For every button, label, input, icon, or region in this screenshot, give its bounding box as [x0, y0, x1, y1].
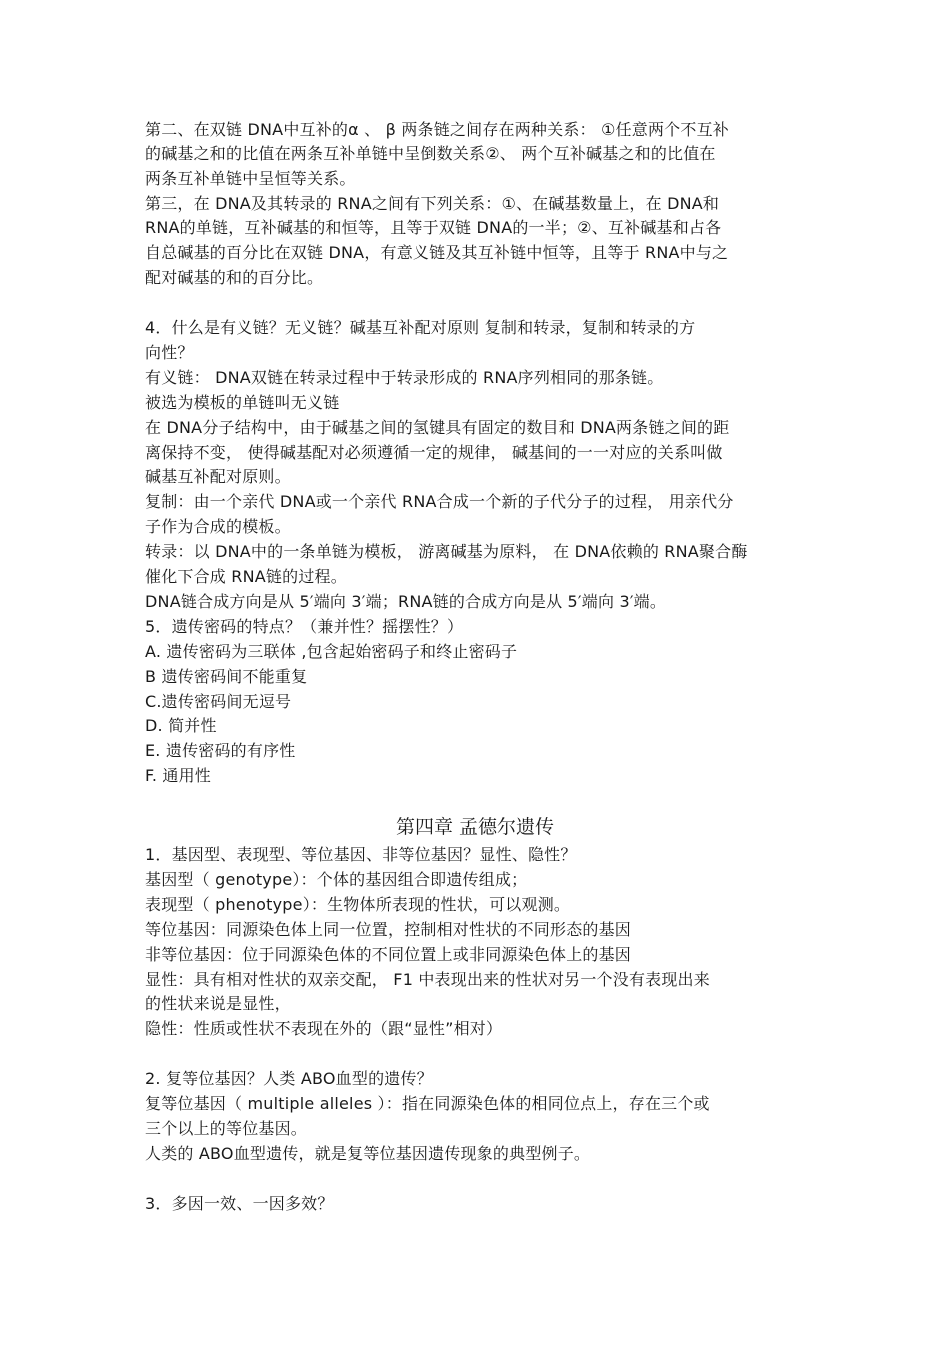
ch4-q1-line-5: 非等位基因：位于同源染色体的不同位置上或非同源染色体上的基因 — [145, 945, 632, 964]
ch4-q3-line: 3．多因一效、一因多效？ — [145, 1194, 334, 1213]
q5-item-b: B 遗传密码间不能重复 — [145, 667, 308, 686]
paragraph-2-line-2: 的碱基之和的比值在两条互补单链中呈倒数关系②、 两个互补碱基之和的比值在 — [145, 144, 716, 163]
q5-item-f: F. 通用性 — [145, 766, 212, 785]
paragraph-3-line-1: 第三，在 DNA及其转录的 RNA之间有下列关系：①、在碱基数量上，在 DNA和 — [145, 194, 720, 213]
q4-answer-line-6: 复制：由一个亲代 DNA或一个亲代 RNA合成一个新的子代分子的过程， 用亲代分 — [145, 492, 734, 511]
paragraph-3-line-2: RNA的单链，互补碱基的和恒等，且等于双链 DNA的一半；②、互补碱基和占各 — [145, 218, 722, 237]
ch4-q1-line-6: 显性：具有相对性状的双亲交配， F1 中表现出来的性状对另一个没有表现出来 — [145, 970, 710, 989]
ch4-q1-line-8: 隐性：性质或性状不表现在外的（跟“显性”相对） — [145, 1019, 503, 1038]
q5-item-d: D. 简并性 — [145, 716, 217, 735]
q5-item-a: A. 遗传密码为三联体 ,包含起始密码子和终止密码子 — [145, 642, 518, 661]
ch4-q1-line-3: 表现型（ phenotype）：生物体所表现的性状，可以观测。 — [145, 895, 571, 914]
ch4-q2-line-4: 人类的 ABO血型遗传，就是复等位基因遗传现象的典型例子。 — [145, 1144, 591, 1163]
q4-question-line-1: 4．什么是有义链？无义链？碱基互补配对原则 复制和转录，复制和转录的方 — [145, 318, 696, 337]
ch4-q2-line-3: 三个以上的等位基因。 — [145, 1119, 308, 1138]
q5-item-c: C.遗传密码间无逗号 — [145, 692, 292, 711]
q4-answer-line-1: 有义链： DNA双链在转录过程中于转录形成的 RNA序列相同的那条链。 — [145, 368, 664, 387]
ch4-q1-line-2: 基因型（ genotype）：个体的基因组合即遗传组成； — [145, 870, 528, 889]
q4-answer-line-5: 碱基互补配对原则。 — [145, 467, 291, 486]
chapter-title: 第四章 孟德尔遗传 — [395, 816, 555, 838]
q4-question-line-2: 向性？ — [145, 343, 194, 362]
paragraph-2-line-1: 第二、在双链 DNA中互补的α 、 β 两条链之间存在两种关系： ①任意两个不互补 — [145, 120, 729, 139]
q5-item-e: E. 遗传密码的有序性 — [145, 741, 296, 760]
q4-answer-line-3: 在 DNA分子结构中，由于碱基之间的氢键具有固定的数目和 DNA两条链之间的距 — [145, 418, 730, 437]
ch4-q2-line-2: 复等位基因（ multiple alleles ）：指在同源染色体的相同位点上，存在三个或 — [145, 1094, 710, 1113]
paragraph-3-line-4: 配对碱基的和的百分比。 — [145, 268, 324, 287]
q4-answer-line-4: 离保持不变， 使得碱基配对必须遵循一定的规律， 碱基间的一一对应的关系叫做 — [145, 443, 723, 462]
q4-answer-line-10: DNA链合成方向是从 5′端向 3′端；RNA链的合成方向是从 5′端向 3′端。 — [145, 592, 667, 611]
q4-answer-line-2: 被选为模板的单链叫无义链 — [145, 393, 340, 412]
paragraph-3-line-3: 自总碱基的百分比在双链 DNA，有意义链及其互补链中恒等，且等于 RNA中与之 — [145, 243, 729, 262]
ch4-q2-line-1: 2. 复等位基因？人类 ABO血型的遗传？ — [145, 1069, 433, 1088]
q5-question: 5．遗传密码的特点？（兼并性？摇摆性？） — [145, 617, 464, 636]
ch4-q1-line-1: 1．基因型、表现型、等位基因、非等位基因？显性、隐性？ — [145, 845, 577, 864]
paragraph-2-line-3: 两条互补单链中呈恒等关系。 — [145, 169, 356, 188]
q4-answer-line-8: 转录：以 DNA中的一条单链为模板， 游离碱基为原料， 在 DNA依赖的 RNA聚合酶 — [145, 542, 748, 561]
q4-answer-line-9: 催化下合成 RNA链的过程。 — [145, 567, 347, 586]
q4-answer-line-7: 子作为合成的模板。 — [145, 517, 291, 536]
ch4-q1-line-7: 的性状来说是显性， — [145, 994, 291, 1013]
ch4-q1-line-4: 等位基因：同源染色体上同一位置，控制相对性状的不同形态的基因 — [145, 920, 632, 939]
